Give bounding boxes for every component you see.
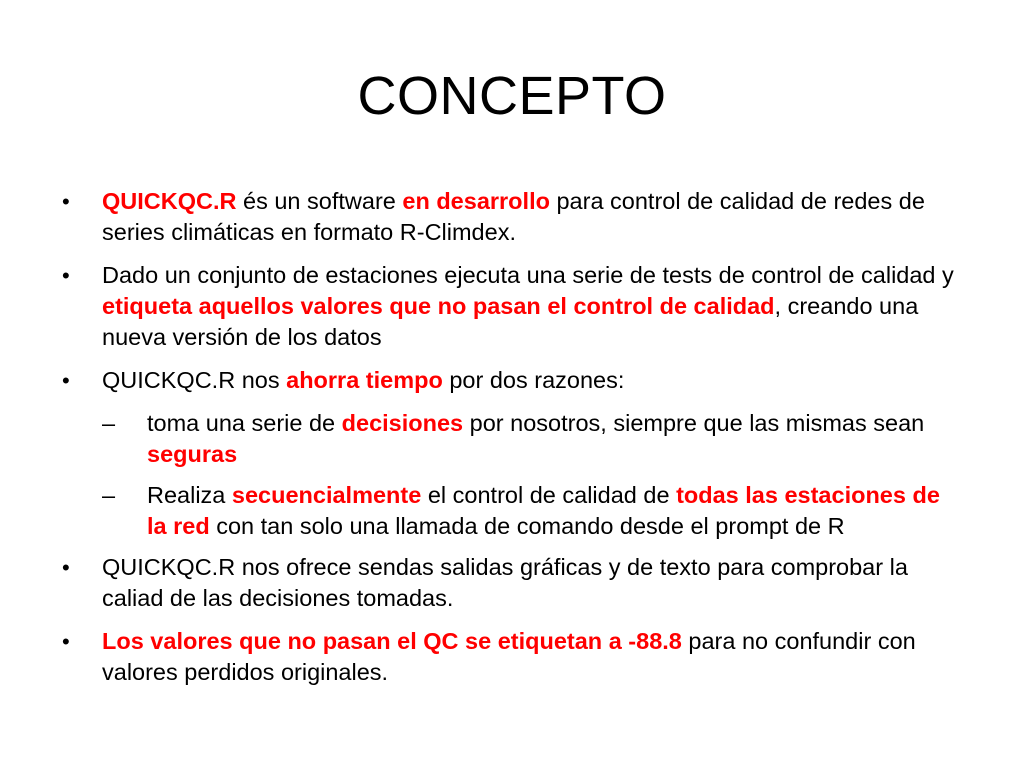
slide-title: CONCEPTO (357, 66, 667, 126)
highlighted-text: QUICKQC.R (102, 188, 237, 214)
bullet-text: QUICKQC.R nos (102, 367, 287, 393)
bullet-list (58, 186, 958, 700)
sub-bullet-item (58, 480, 958, 542)
highlighted-text: ahorra tiempo (286, 367, 443, 393)
bullet-text: és un software (236, 188, 403, 214)
bullet-text: Realiza (147, 482, 232, 508)
bullet-item (58, 186, 958, 248)
bullet-item (58, 626, 958, 688)
highlighted-text: Los valores que no pasan el QC se etiquetan a -88.8 (102, 628, 682, 654)
bullet-marker: • (62, 368, 70, 393)
bullet-text: el control de calidad de (421, 482, 677, 508)
bullet-marker: • (62, 555, 70, 580)
sub-bullet-item (58, 408, 958, 470)
bullet-text: por dos razones: (442, 367, 625, 393)
highlighted-text: etiqueta aquellos valores que no pasan el control de calidad (102, 293, 775, 319)
bullet-marker: • (62, 629, 70, 654)
bullet-text: QUICKQC.R nos ofrece sendas salidas gráficas y de texto para comprobar la caliad de las decisiones tomadas. (102, 554, 908, 611)
bullet-item (58, 552, 958, 614)
bullet-text: para control de calidad de redes de series climáticas en formato R-Climdex. (102, 188, 925, 245)
bullet-marker: • (62, 189, 70, 214)
bullet-text: para no confundir con valores perdidos originales. (102, 628, 916, 685)
dash-marker: – (102, 482, 116, 508)
highlighted-text: seguras (147, 441, 238, 467)
highlighted-text: secuencialmente (231, 482, 422, 508)
bullet-item (58, 260, 958, 353)
dash-marker: – (102, 410, 116, 436)
bullet-text: , creando una nueva versión de los datos (102, 293, 919, 350)
bullet-text: por nosotros, siempre que las mismas sean (463, 410, 925, 436)
bullet-text: toma una serie de (147, 410, 342, 436)
bullet-text: Dado un conjunto de estaciones ejecuta una serie de tests de control de calidad y (102, 262, 954, 288)
highlighted-text: decisiones (341, 410, 464, 436)
bullet-item (58, 365, 958, 396)
highlighted-text: todas las estaciones de la red (147, 482, 940, 539)
highlighted-text: en desarrollo (402, 188, 550, 214)
bullet-marker: • (62, 263, 70, 288)
bullet-text: con tan solo una llamada de comando desde el prompt de R (209, 513, 845, 539)
